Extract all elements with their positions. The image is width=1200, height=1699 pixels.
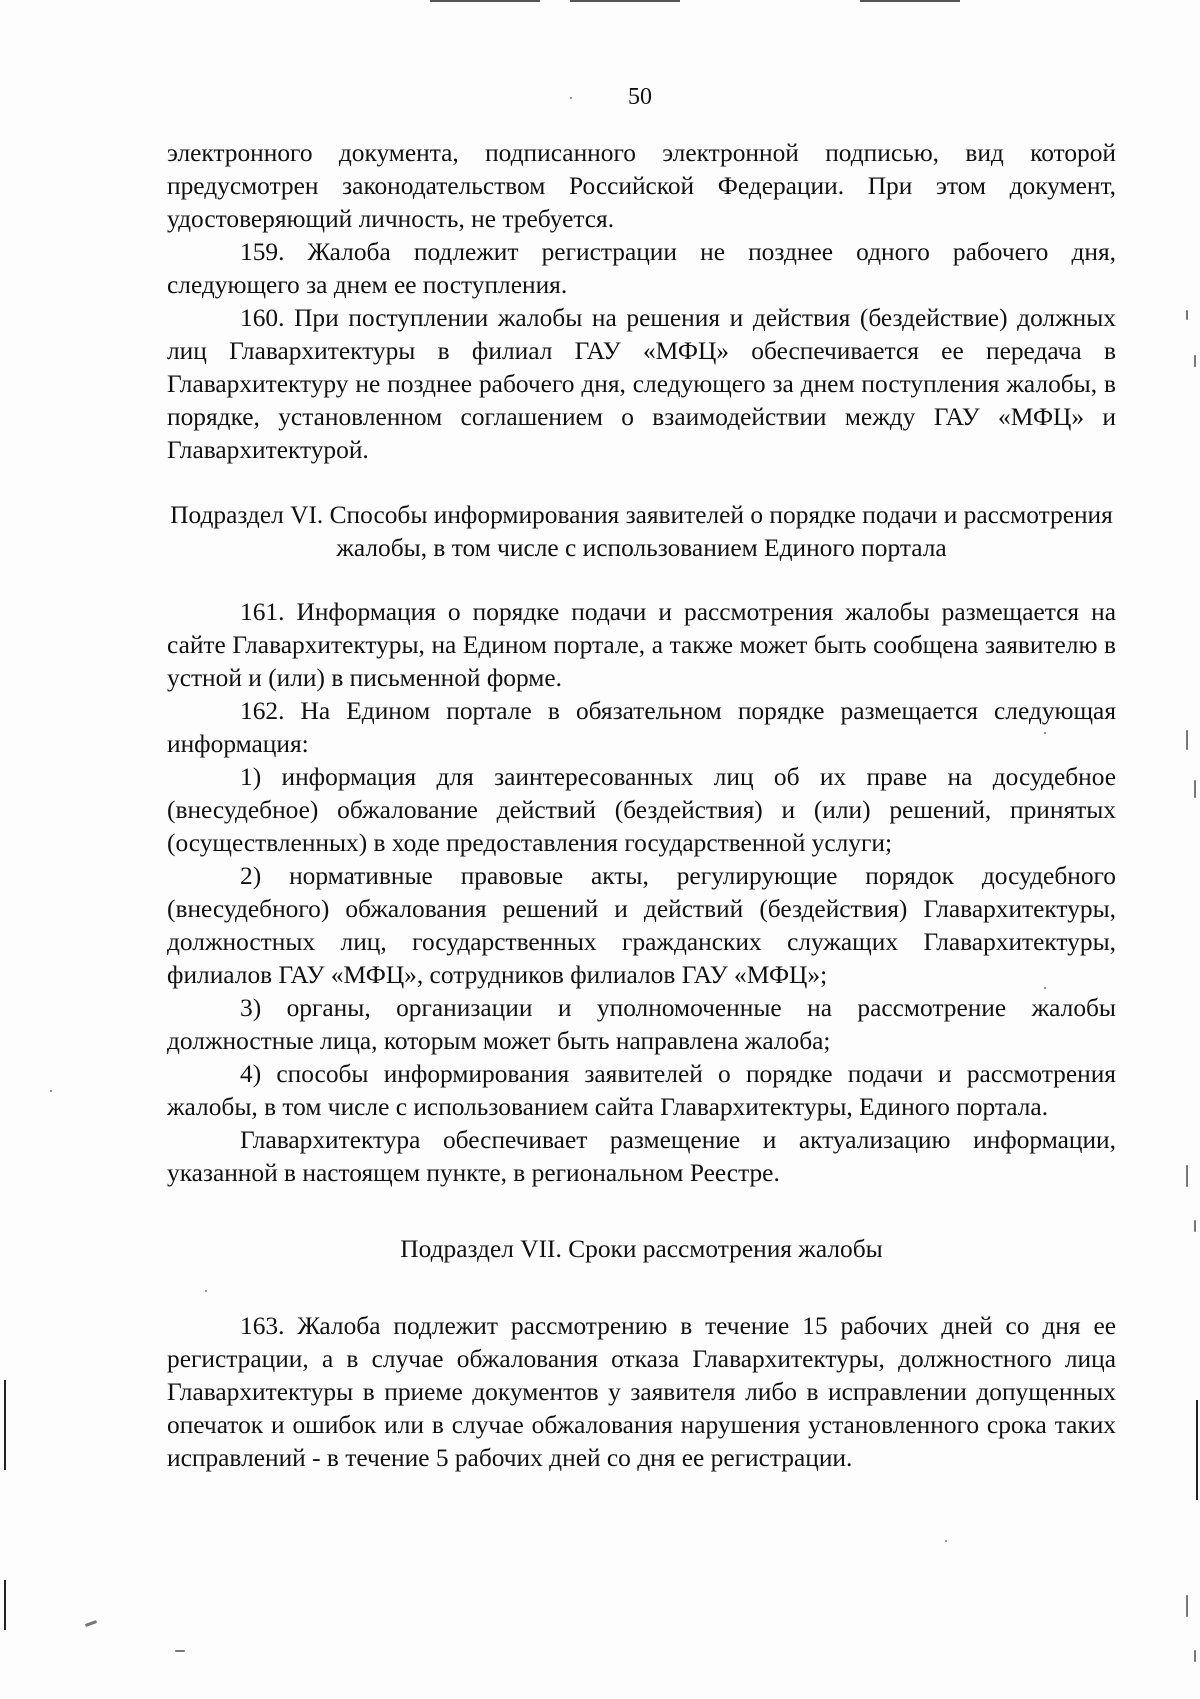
scan-speck <box>570 97 572 99</box>
paragraph-159: 159. Жалоба подлежит регистрации не позднее одного рабочего дня, следующего за днем ее поступления. <box>167 238 1116 299</box>
scan-speck <box>1194 1220 1196 1232</box>
scan-edge-line <box>4 1380 6 1470</box>
paragraph-162-closing: Главархитектура обеспечивает размещение и актуализацию информации, указанной в настоящем пункте, в региональном Реестре. <box>167 1126 1116 1187</box>
paragraph-161: 161. Информация о порядке подачи и рассмотрения жалобы размещается на сайте Главархитектуры, на Едином портале, а также может быть сообщена заявителю в устной и (или) в письменной форме. <box>167 598 1116 692</box>
scan-edge-line <box>1196 1400 1198 1500</box>
scan-speck <box>85 1620 97 1627</box>
scan-speck <box>1194 355 1196 367</box>
paragraph-160: 160. При поступлении жалобы на решения и действия (бездействие) должных лиц Главархитектуры в филиал ГАУ «МФЦ» обеспечивается ее передача в Главархитектуру не позднее рабочего дня, следующего за днем поступления жалобы, в порядке, установленном соглашением о взаимодействии между ГАУ «МФЦ» и Главархитектурой. <box>167 304 1116 464</box>
scan-speck <box>50 1090 52 1092</box>
scan-speck <box>205 1290 207 1292</box>
scan-speck <box>1186 1165 1188 1187</box>
list-item-4: 4) способы информирования заявителей о порядке подачи и рассмотрения жалобы, в том числе с использованием сайта Главархитектуры, Единого портала. <box>167 1060 1116 1121</box>
scan-speck <box>175 1650 185 1652</box>
scan-artifact <box>570 0 680 2</box>
paragraph-163: 163. Жалоба подлежит рассмотрению в течение 15 рабочих дней со дня ее регистрации, а в случае обжалования отказа Главархитектуры, должностного лица Главархитектуры в приеме документов у заявителя либо в исправлении допущенных опечаток и ошибок или в случае обжалования нарушения установленного срока таких исправлений - в течение 5 рабочих дней со дня ее регистрации. <box>167 1312 1116 1472</box>
list-item-3: 3) органы, организации и уполномоченные на рассмотрение жалобы должностные лица, которым может быть направлена жалоба; <box>167 994 1116 1055</box>
scan-artifact <box>430 0 540 2</box>
list-item-1: 1) информация для заинтересованных лиц об их праве на досудебное (внесудебное) обжалование действий (бездействия) и (или) решений, принятых (осуществленных) в ходе предоставления государственной услуги; <box>167 763 1116 857</box>
scan-speck <box>1186 1595 1188 1617</box>
section-heading-6: Подраздел VI. Способы информирования заявителей о порядке подачи и рассмотрения жалобы, в том числе с использованием Единого портала <box>170 501 1113 562</box>
scan-speck <box>1044 732 1046 734</box>
scan-speck <box>945 1540 947 1542</box>
scan-speck <box>1186 730 1188 750</box>
page-number: 50 <box>628 84 652 110</box>
scan-speck <box>1186 310 1188 320</box>
list-item-2: 2) нормативные правовые акты, регулирующие порядок досудебного (внесудебного) обжалования решений и действий (бездействия) Главархитектуры, должностных лиц, государственных гражданских служащих Главархитектуры, филиалов ГАУ «МФЦ», сотрудников филиалов ГАУ «МФЦ»; <box>167 862 1116 989</box>
scan-speck <box>1044 987 1046 989</box>
section-heading-7: Подраздел VII. Сроки рассмотрения жалобы <box>400 1235 883 1263</box>
scan-speck <box>1194 780 1196 798</box>
scan-edge-line <box>4 1580 6 1630</box>
document-body <box>167 137 1116 1475</box>
paragraph-continuation: электронного документа, подписанного электронной подписью, вид которой предусмотрен законодательством Российской Федерации. При этом документ, удостоверяющий личность, не требуется. <box>167 139 1116 233</box>
paragraph-162: 162. На Едином портале в обязательном порядке размещается следующая информация: <box>167 697 1116 758</box>
scan-speck <box>1194 1650 1196 1662</box>
scan-artifact <box>860 0 960 2</box>
